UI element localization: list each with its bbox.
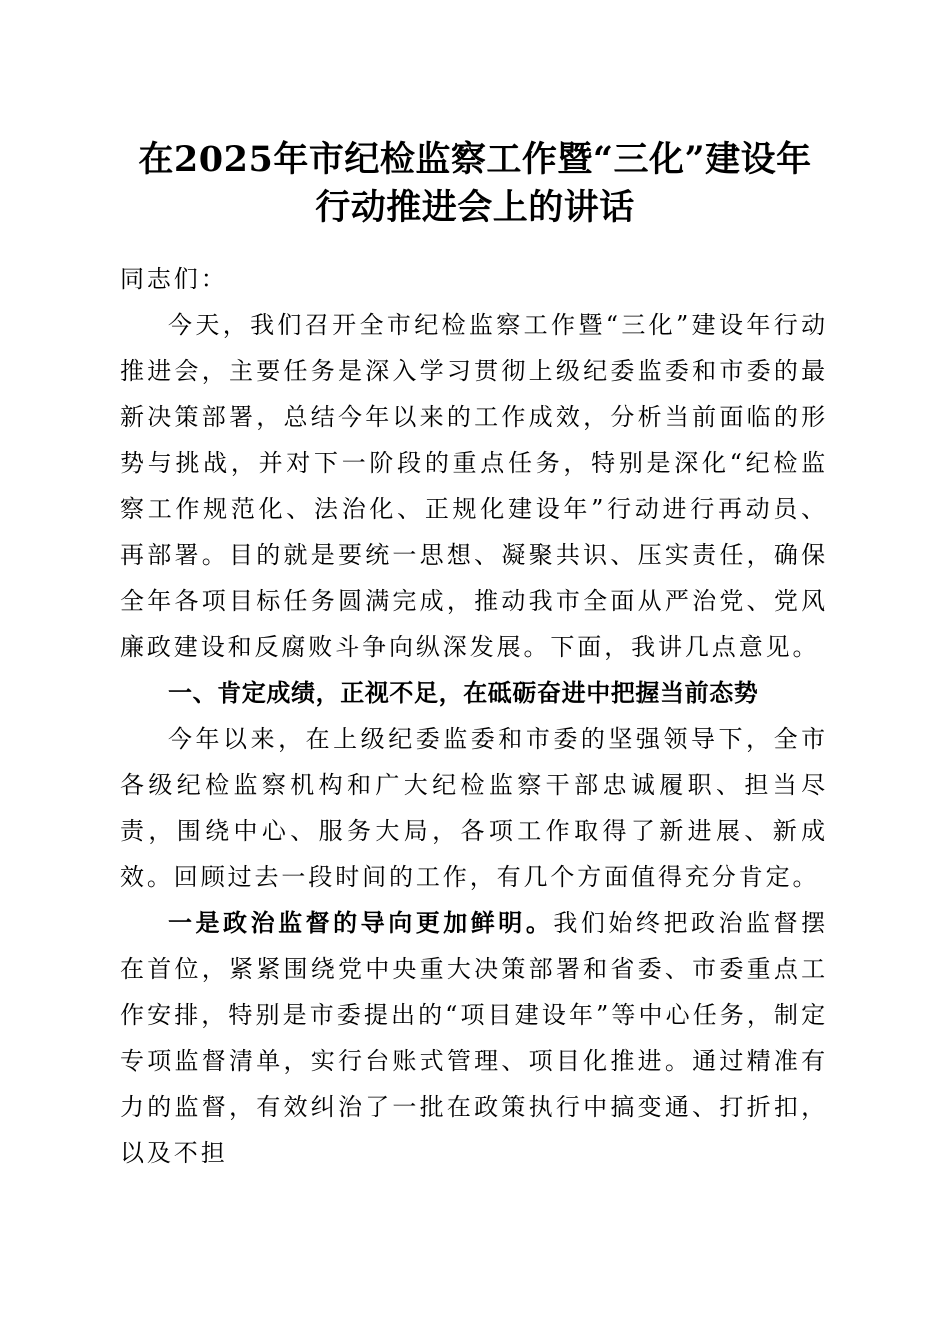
document-title (100, 136, 850, 232)
point-1-paragraph (120, 900, 828, 1176)
intro-paragraph: 今天，我们召开全市纪检监察工作暨“三化”建设年行动推进会，主要任务是深入学习贯彻上级纪委监委和市委的最新决策部署，总结今年以来的工作成效，分析当前面临的形势与挑战，并对下一阶段的重点任务，特别是深化“纪检监察工作规范化、法治化、正规化建设年”行动进行再动员、再部署。目的就是要统一思想、凝聚共识、压实责任，确保全年各项目标任务圆满完成，推动我市全面从严治党、党风廉政建设和反腐败斗争向纵深发展。下面，我讲几点意见。 (120, 311, 828, 661)
point-1-lead: 一是政治监督的导向更加鲜明。 (168, 908, 554, 937)
section-1-heading: 一、肯定成绩，正视不足，在砥砺奋进中把握当前态势 (168, 679, 759, 707)
title-line-1: 在2025年市纪检监察工作暨“三化”建设年 (138, 139, 812, 180)
point-1-text: 我们始终把政治监督摆在首位，紧紧围绕党中央重大决策部署和省委、市委重点工作安排，特别是市委提出的“项目建设年”等中心任务，制定专项监督清单，实行台账式管理、项目化推进。通过精准有力的监督，有效纠治了一批在政策执行中搞变通、打折扣，以及不担 (120, 909, 828, 1167)
salutation: 同志们： (120, 265, 228, 293)
section-1-intro-paragraph: 今年以来，在上级纪委监委和市委的坚强领导下，全市各级纪检监察机构和广大纪检监察干部忠诚履职、担当尽责，围绕中心、服务大局，各项工作取得了新进展、新成效。回顾过去一段时间的工作，有几个方面值得充分肯定。 (120, 725, 828, 891)
title-line-2: 行动推进会上的讲话 (315, 187, 635, 228)
document-body (120, 256, 828, 1176)
